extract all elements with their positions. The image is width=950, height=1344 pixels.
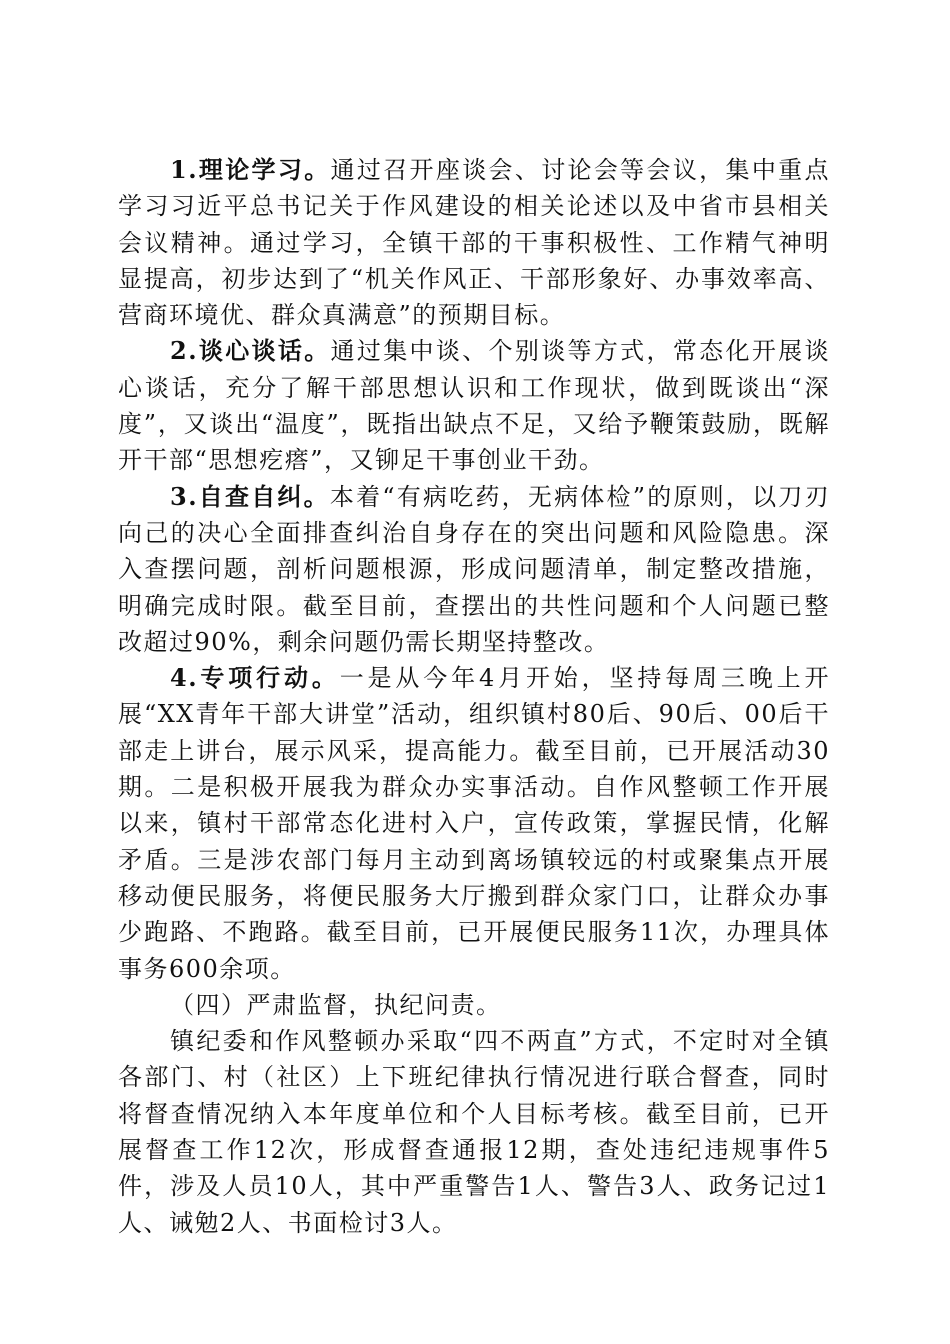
paragraph-self-inspection — [118, 479, 830, 660]
paragraph-theory-study — [118, 152, 830, 333]
paragraph-supervision: 镇纪委和作风整顿办采取“四不两直”方式，不定时对全镇各部门、村（社区）上下班纪律执行情况进行联合督查，同时将督查情况纳入本年度单位和个人目标考核。截至目前，已开展督查工作12次，形成督查通报12期，查处违纪违规事件5件，涉及人员10人，其中严重警告1人、警告3人、政务记过1人、诫勉2人、书面检讨3人。 — [118, 1027, 830, 1237]
paragraph-special-action — [118, 660, 830, 987]
paragraph-text: 通过集中谈、个别谈等方式，常态化开展谈心谈话，充分了解干部思想认识和工作现状，做到既谈出“深度”，又谈出“温度”，既指出缺点不足，又给予鞭策鼓励，既解开干部“思想疙瘩”，又铆足干事创业干劲。 — [118, 337, 830, 475]
paragraph-text: 本着“有病吃药，无病体检”的原则，以刀刃向己的决心全面排查纠治自身存在的突出问题和风险隐患。深入查摆问题，剖析问题根源，形成问题清单，制定整改措施，明确完成时限。截至目前，查摆出的共性问题和个人问题已整改超过90%，剩余问题仍需长期坚持整改。 — [118, 482, 830, 656]
paragraph-heart-talk — [118, 333, 830, 478]
document-body — [118, 152, 830, 1241]
paragraph-lead: 2.谈心谈话。 — [170, 336, 331, 366]
paragraph-text: 通过召开座谈会、讨论会等会议，集中重点学习习近平总书记关于作风建设的相关论述以及中省市县相关会议精神。通过学习，全镇干部的干事积极性、工作精气神明显提高，初步达到了“机关作风正、干部形象好、办事效率高、营商环境优、群众真满意”的预期目标。 — [118, 156, 830, 330]
paragraph-text: 一是从今年4月开始，坚持每周三晚上开展“XX青年干部大讲堂”活动，组织镇村80后、90后、00后干部走上讲台，展示风采，提高能力。截至目前，已开展活动30期。二是积极开展我为群众办实事活动。自作风整顿工作开展以来，镇村干部常态化进村入户，宣传政策，掌握民情，化解矛盾。三是涉农部门每月主动到离场镇较远的村或聚集点开展移动便民服务，将便民服务大厅搬到群众家门口，让群众办事少跑路、不跑路。截至目前，已开展便民服务11次，办理具体事务600余项。 — [118, 664, 830, 983]
paragraph-lead: 4.专项行动。 — [170, 663, 340, 693]
paragraph-lead: 1.理论学习。 — [170, 155, 331, 184]
paragraph-lead: 3.自查自纠。 — [170, 481, 330, 511]
section-heading: （四）严肃监督，执纪问责。 — [170, 990, 502, 1019]
